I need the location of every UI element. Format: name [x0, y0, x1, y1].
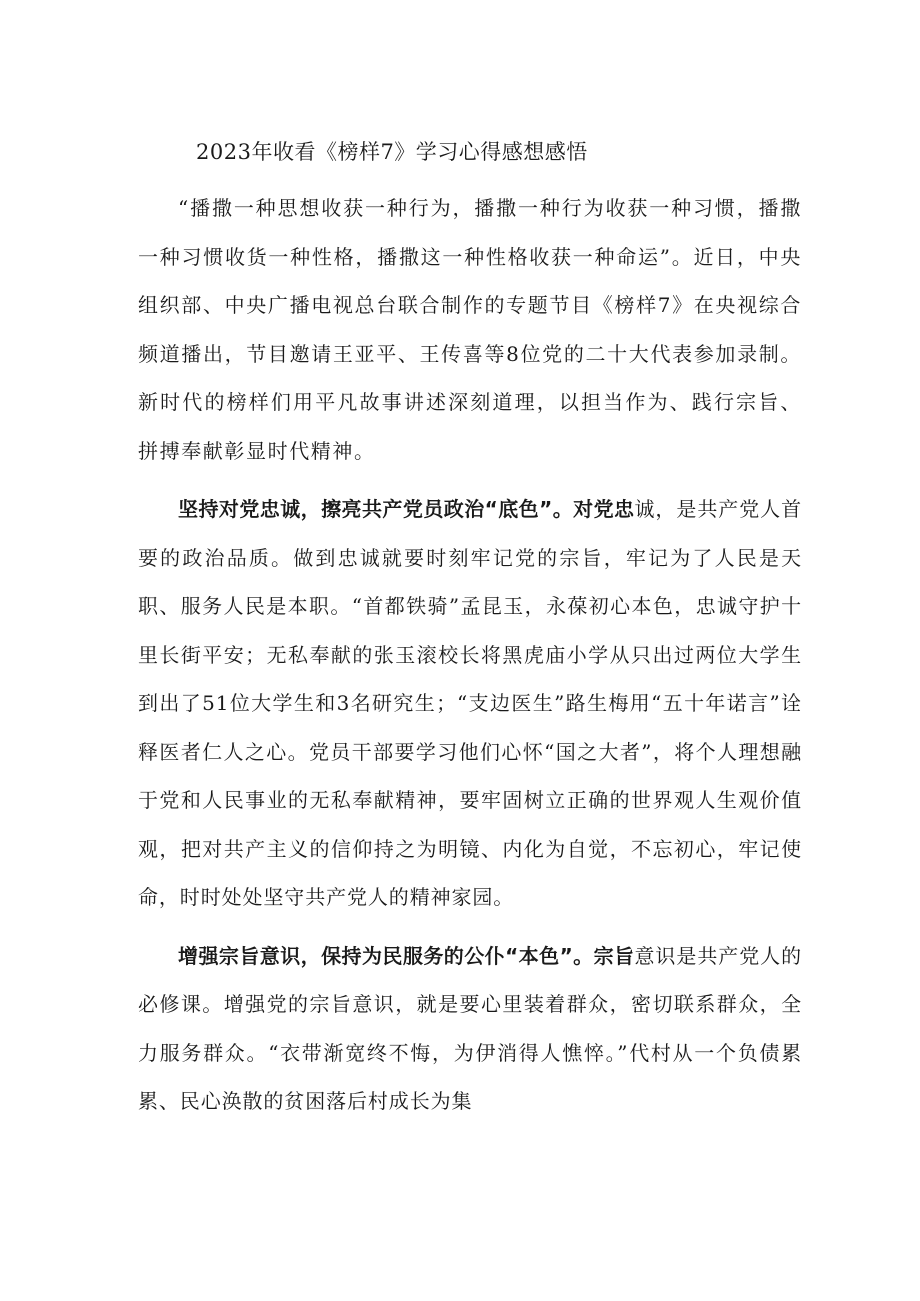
- paragraph-intro-text: “播撒一种思想收获一种行为，播撒一种行为收获一种习惯，播撒一种习惯收货一种性格，播撒这一种性格收获一种命运”。近日，中央组织部、中央广播电视总台联合制作的专题节目《榜样7》在央视综合频道播出，节目邀请王亚平、王传喜等8位党的二十大代表参加录制。新时代的榜样们用平凡故事讲述深刻道理，以担当作为、践行宗旨、拼搏奉献彰显时代精神。: [138, 196, 802, 463]
- document-body: [138, 184, 802, 1136]
- paragraph-loyalty-text: 诚，是共产党人首要的政治品质。做到忠诚就要时刻牢记党的宗旨，牢记为了人民是天职、服务人民是本职。“首都铁骑”孟昆玉，永葆初心本色，忠诚守护十里长街平安；无私奉献的张玉滚校长将黑虎庙小学从只出过两位大学生到出了51位大学生和3名研究生；“支边医生”路生梅用“五十年诺言”诠释医者仁人之心。党员干部要学习他们心怀“国之大者”，将个人理想融于党和人民事业的无私奉献精神，要牢固树立正确的世界观人生观价值观，把对共产主义的信仰持之为明镜、内化为自觉，不忘初心，牢记使命，时时处处坚守共产党人的精神家园。: [138, 497, 802, 909]
- paragraph-purpose-text: 意识是共产党人的必修课。增强党的宗旨意识，就是要心里装着群众，密切联系群众，全力服务群众。“衣带渐宽终不悔，为伊消得人憔悴。”代村从一个负债累累、民心涣散的贫困落后村成长为集: [138, 943, 802, 1113]
- paragraph-purpose: [138, 932, 802, 1126]
- paragraph-intro: [138, 184, 802, 475]
- document-title: 2023年收看《榜样7》学习心得感想感悟: [196, 140, 588, 164]
- paragraph-loyalty-heading: 坚持对党忠诚，擦亮共产党员政治“底色”。对党忠: [178, 497, 635, 521]
- paragraph-purpose-heading: 增强宗旨意识，保持为民服务的公仆“本色”。宗旨: [178, 943, 635, 968]
- paragraph-loyalty: [138, 485, 802, 922]
